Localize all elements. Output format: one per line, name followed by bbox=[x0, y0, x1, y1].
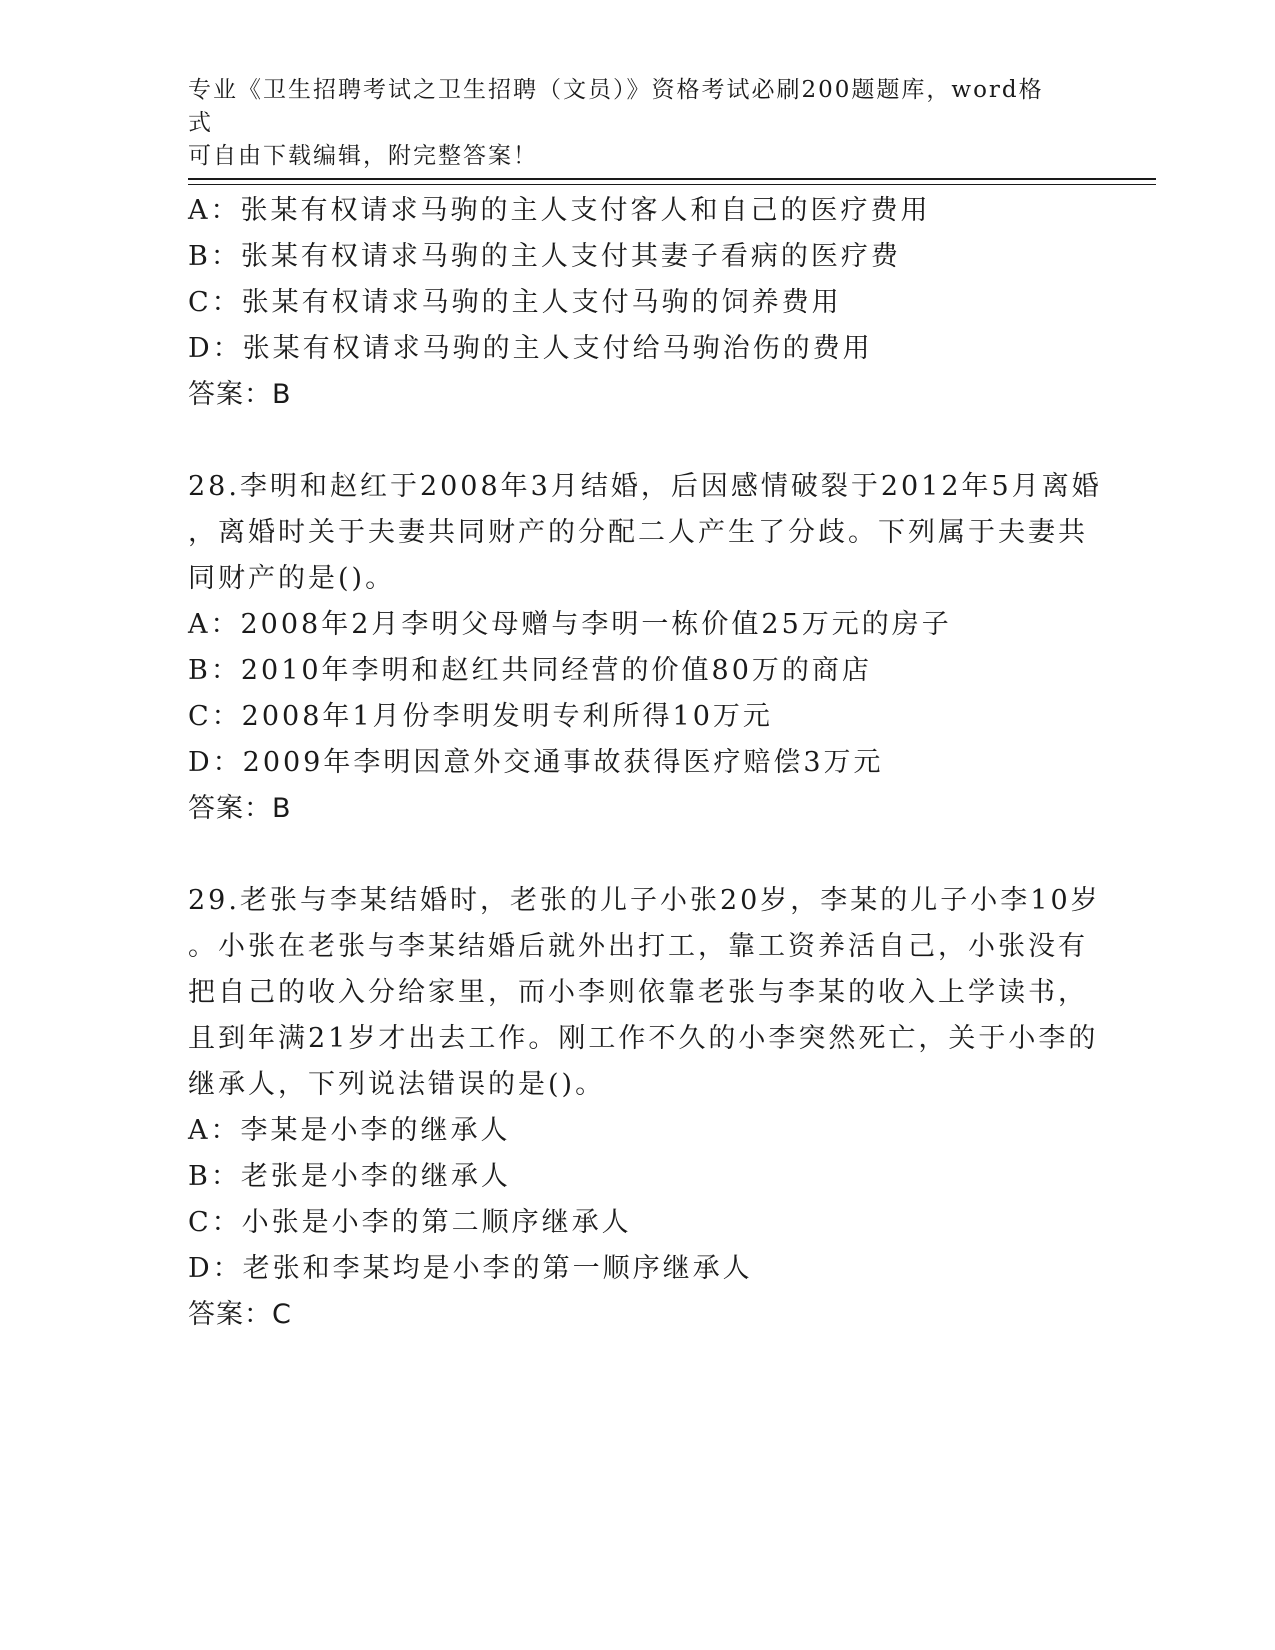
question-27-block bbox=[188, 188, 1088, 418]
option-c: C：张某有权请求马驹的主人支付马驹的饲养费用 bbox=[188, 287, 842, 318]
option-b: B：2010年李明和赵红共同经营的价值80万的商店 bbox=[188, 655, 872, 686]
question-stem-line: 29.老张与李某结婚时，老张的儿子小张20岁，李某的儿子小李10岁 bbox=[188, 885, 1101, 916]
question-stem-line: 把自己的收入分给家里，而小李则依靠老张与李某的收入上学读书， bbox=[188, 977, 1088, 1008]
question-stem-line: 继承人，下列说法错误的是()。 bbox=[188, 1069, 606, 1100]
question-stem-line: 28.李明和赵红于2008年3月结婚，后因感情破裂于2012年5月离婚 bbox=[188, 471, 1102, 502]
option-d: D：张某有权请求马驹的主人支付给马驹治伤的费用 bbox=[188, 333, 873, 364]
header-line-2: 可自由下载编辑，附完整答案！ bbox=[188, 143, 538, 169]
header-divider-thin bbox=[188, 184, 1156, 185]
answer-label: 答案：B bbox=[188, 379, 292, 410]
header-divider-thick bbox=[188, 178, 1156, 180]
question-stem-line: 同财产的是()。 bbox=[188, 563, 396, 594]
answer-label: 答案：B bbox=[188, 793, 292, 824]
option-a: A：张某有权请求马驹的主人支付客人和自己的医疗费用 bbox=[188, 195, 931, 226]
option-c: C：小张是小李的第二顺序继承人 bbox=[188, 1207, 632, 1238]
option-c: C：2008年1月份李明发明专利所得10万元 bbox=[188, 701, 773, 732]
answer-label: 答案：C bbox=[188, 1299, 292, 1330]
header-line-1: 专业《卫生招聘考试之卫生招聘（文员）》资格考试必刷200题题库，word格式 bbox=[188, 77, 1044, 136]
document-header bbox=[188, 74, 1068, 173]
option-d: D：2009年李明因意外交通事故获得医疗赔偿3万元 bbox=[188, 747, 884, 778]
option-b: B：张某有权请求马驹的主人支付其妻子看病的医疗费 bbox=[188, 241, 901, 272]
question-stem-line: ，离婚时关于夫妻共同财产的分配二人产生了分歧。下列属于夫妻共 bbox=[188, 517, 1088, 548]
option-a: A：2008年2月李明父母赠与李明一栋价值25万元的房子 bbox=[188, 609, 952, 640]
question-stem-line: 且到年满21岁才出去工作。刚工作不久的小李突然死亡，关于小李的 bbox=[188, 1023, 1099, 1054]
option-a: A：李某是小李的继承人 bbox=[188, 1115, 511, 1146]
option-d: D：老张和李某均是小李的第一顺序继承人 bbox=[188, 1253, 753, 1284]
question-29-block bbox=[188, 878, 1101, 1338]
spacer bbox=[188, 832, 1088, 878]
question-28-block bbox=[188, 464, 1102, 832]
option-b: B：老张是小李的继承人 bbox=[188, 1161, 511, 1192]
spacer bbox=[188, 418, 1088, 464]
question-stem-line: 。小张在老张与李某结婚后就外出打工，靠工资养活自己，小张没有 bbox=[188, 931, 1088, 962]
question-content bbox=[188, 188, 1102, 1338]
